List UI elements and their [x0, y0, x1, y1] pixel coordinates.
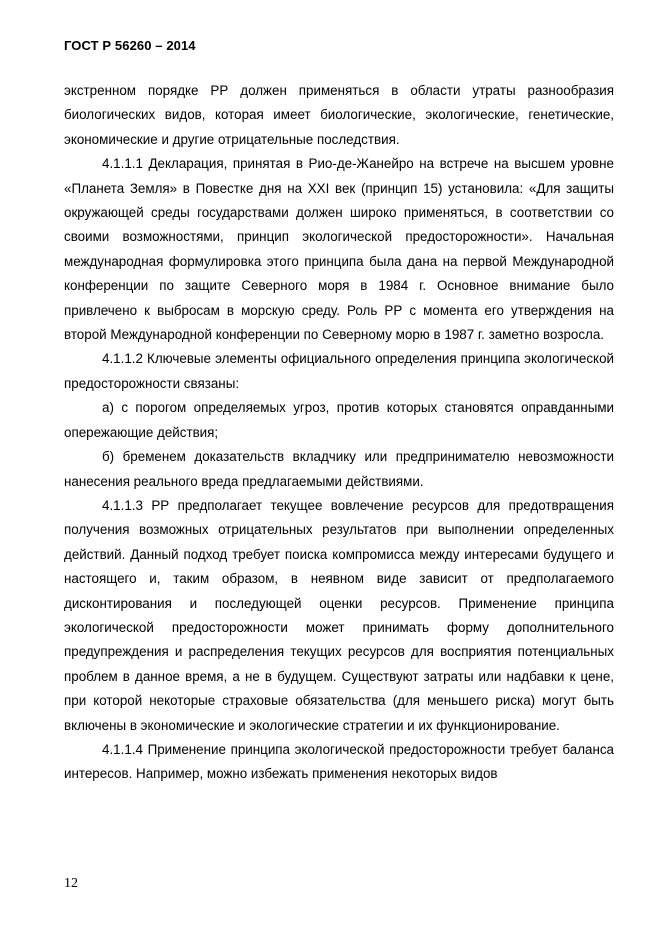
paragraph-4-1-1-3: 4.1.1.3 РР предполагает текущее вовлечение ресурсов для предотвращения получения возможных отрицательных результатов при выполнении определенных действий. Данный подход требует поиска компромисса между интересами будущего и настоящего и, таким образом, в неявном виде зависит от предполагаемого дисконтирования и последующей оценки ресурсов. Применение принципа экологической предосторожности может принимать форму дополнительного предупреждения и распределения текущих ресурсов для восприятия потенциальных проблем в данное время, а не в будущем. Существуют затраты или надбавки к цене, при которой некоторые страховые обязательства (для меньшего риска) могут быть включены в экономические и экологические стратегии и их функционирование. — [64, 497, 614, 733]
document-header: ГОСТ Р 56260 – 2014 — [64, 38, 196, 53]
paragraph-continuation: экстренном порядке РР должен применяться в области утраты разнообразия биологических видов, которая имеет биологические, экологические, генетические, экономические и другие отрицательные последствия. — [64, 83, 614, 147]
document-body — [64, 79, 614, 787]
paragraph-4-1-1-1: 4.1.1.1 Декларация, принятая в Рио-де-Жанейро на встрече на высшем уровне «Планета Земля» в Повестке дня на XXI век (принцип 15) установила: «Для защиты окружающей среды государствами должен широко применяться, в соответствии со своими возможностями, принцип экологической предосторожности». Начальная международная формулировка этого принципа была дана на первой Международной конференции по защите Северного моря в 1984 г. Основное внимание было привлечено к выбросам в морскую среду. Роль РР с момента его утверждения на второй Международной конференции по Северному морю в 1987 г. заметно возросла. — [64, 156, 614, 343]
paragraph-4-1-1-4: 4.1.1.4 Применение принципа экологической предосторожности требует баланса интересов. Например, можно избежать применения некоторых видов — [64, 741, 614, 782]
list-item-b: б) бременем доказательств вкладчику или предпринимателю невозможности нанесения реального вреда предлагаемыми действиями. — [64, 449, 614, 489]
page-number: 12 — [64, 876, 78, 891]
list-item-a: а) с порогом определяемых угроз, против которых становятся оправданными опережающие действия; — [64, 400, 614, 440]
paragraph-4-1-1-2: 4.1.1.2 Ключевые элементы официального определения принципа экологической предосторожности связаны: — [64, 351, 614, 391]
